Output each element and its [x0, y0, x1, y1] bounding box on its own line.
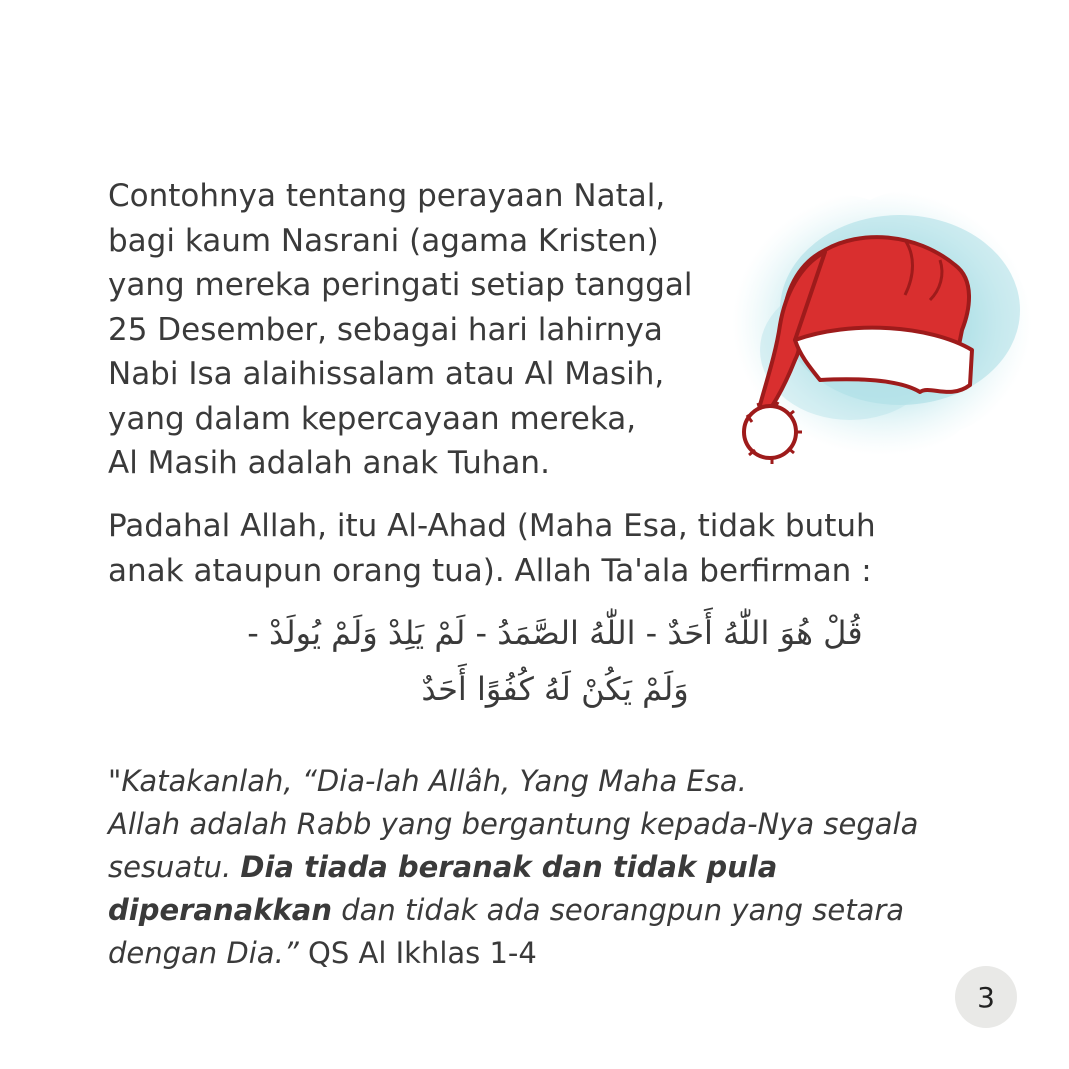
text-line: Contohnya tentang perayaan Natal, [108, 178, 666, 214]
quote-emphasis: Dia tiada beranak dan tidak pula [240, 850, 778, 884]
text-line: Al Masih adalah anak Tuhan. [108, 445, 550, 481]
quote-text: dengan Dia.” [108, 936, 309, 970]
surah-reference: QS Al Ikhlas 1-4 [308, 936, 537, 970]
quote-line-4 [108, 889, 1008, 932]
arabic-line-1: قُلْ هُوَ اللّٰهُ أَحَدٌ - اللّٰهُ الصَّمَدُ - لَمْ يَلِدْ وَلَمْ يُولَدْ - [247, 614, 863, 652]
page-number: 3 [955, 966, 1017, 1028]
arabic-line-2: وَلَمْ يَكُنْ لَهُ كُفُوًا أَحَدٌ [421, 670, 689, 708]
quote-line-1: "Katakanlah, “Dia-lah Allâh, Yang Maha Esa. [108, 764, 747, 798]
text-line: Padahal Allah, itu Al-Ahad (Maha Esa, tidak butuh [108, 508, 876, 544]
text-line: yang dalam kepercayaan mereka, [108, 400, 637, 437]
allah-ahad-paragraph [108, 504, 968, 594]
translation-quote [108, 760, 1008, 975]
quote-line-3 [108, 846, 1008, 889]
text-line: bagi kaum Nasrani (agama Kristen) [108, 222, 659, 259]
quote-line-5 [108, 932, 1008, 975]
text-line: yang mereka peringati setiap tanggal [108, 267, 693, 303]
text-line: Nabi Isa alaihissalam atau Al Masih, [108, 356, 665, 392]
arabic-verse [150, 605, 960, 717]
quote-text: sesuatu. [108, 850, 241, 884]
text-line: 25 Desember, sebagai hari lahirnya [108, 311, 663, 348]
santa-hat-icon [700, 160, 1060, 500]
quote-text: dan tidak ada seorangpun yang setara [332, 893, 905, 927]
text-line: anak ataupun orang tua). Allah Ta'ala berfirman : [108, 553, 872, 589]
intro-paragraph [108, 174, 728, 486]
quote-line-2: Allah adalah Rabb yang bergantung kepada-Nya segala [108, 807, 919, 841]
quote-emphasis: diperanakkan [108, 893, 332, 927]
